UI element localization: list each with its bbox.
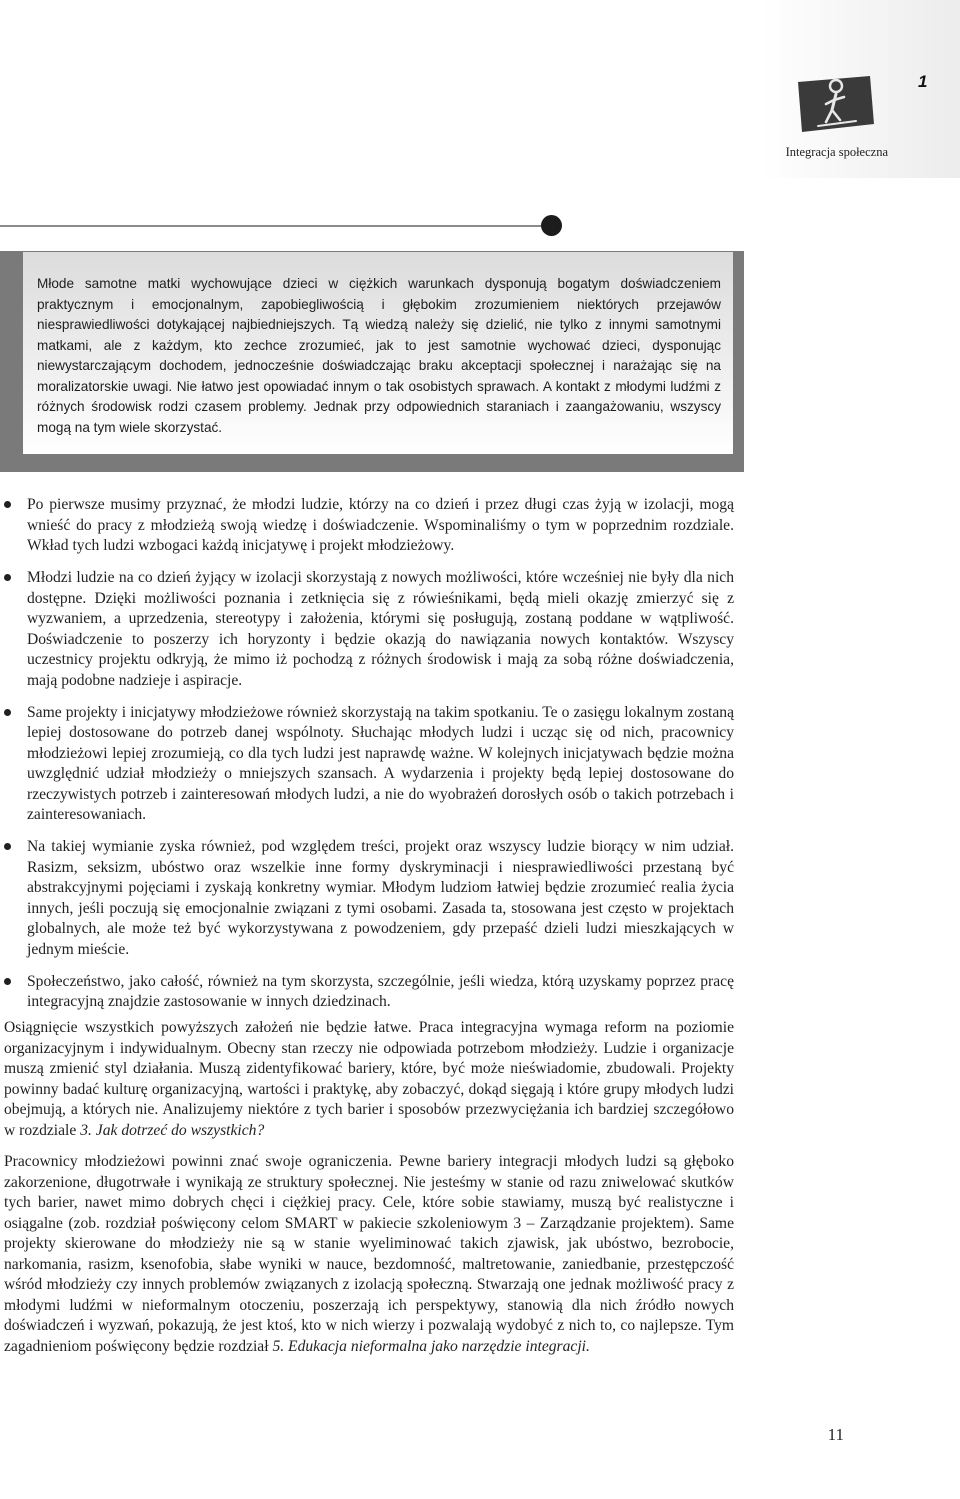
body-paragraph	[4, 1152, 734, 1357]
list-item-text: Po pierwsze musimy przyznać, że młodzi ludzie, którzy na co dzień i przez długi czas żyją w izolacji, mogą wnieść do pracy z młodzieżą swoją wiedzę i doświadczenie. Wspominaliśmy o tym w poprzednim rozdziale. Wkład tych ludzi wzbogaci każdą inicjatywę i projekt młodzieżowy.	[27, 496, 734, 554]
chapter-number: 1	[918, 72, 928, 91]
list-item	[4, 568, 734, 691]
paragraph-text: Osiągnięcie wszystkich powyższych założeń nie będzie łatwe. Praca integracyjna wymaga reform na poziomie organizacyjnym i indywidualnym. Obecny stan rzeczy nie odpowiada potrzebom młodzieży. Ludzie i organizacje muszą zmienić styl działania. Muszą zidentyfikować bariery, które, być może nieświadomie, zbudowali. Projekty powinny badać kulturę organizacyjną, wartości i praktykę, aby zobaczyć, dokąd sięgają i które grupy młodych ludzi obejmują, a których nie. Analizujemy niektóre z tych barier i sposobów przezwyciężania ich bardziej szczegółowo w rozdziale	[4, 1019, 734, 1139]
chapter-reference: 5. Edukacja nieformalna jako narzędzie integracji.	[272, 1337, 590, 1355]
list-item-text: Same projekty i inicjatywy młodzieżowe również skorzystają na takim spotkaniu. Te o zasięgu lokalnym zostaną lepiej dostosowane do potrzeb danej wspólnoty. Słuchając młodych ludzi i ucząc się od nich, pracownicy młodzieżowi lepiej zrozumieją, co dla tych ludzi jest naprawdę ważne. W kolejnych inicjatywach będzie można uwzględnić udział młodzieży o mniejszych szansach. A wydarzenia i projekty będą lepiej dostosowane do rzeczywistych potrzeb i zainteresowań młodych ludzi, a nie do wyobrażeń dorosłych osób o takich potrzebach i zainteresowaniach.	[27, 703, 734, 823]
list-item-text: Na takiej wymianie zyska również, pod względem treści, projekt oraz wszyscy ludzie biorący w nim udział. Rasizm, seksizm, ubóstwo oraz wszelkie inne formy dyskryminacji i niesprawiedliwości przestaną być abstrakcyjnymi pojęciami i zyskają konkretny wymiar. Młodym ludziom łatwiej będzie zrozumieć realia życia innych, jeśli poczują się emocjonalnie związani z tymi osobami. Zasada ta, stosowana jest często w projektach globalnych, ale może też być wykorzystywana z powodzeniem, gdy przepaść dzieli ludzi mieszkających w jednym mieście.	[27, 838, 734, 958]
body-paragraph	[4, 1018, 734, 1141]
bullet-icon	[4, 709, 11, 716]
benefits-list	[4, 495, 734, 1024]
bullet-icon	[4, 574, 11, 581]
divider-line	[0, 225, 548, 227]
divider-dot-icon	[541, 215, 562, 236]
bullet-icon	[4, 978, 11, 985]
list-item	[4, 837, 734, 960]
list-item-text: Społeczeństwo, jako całość, również na tym skorzysta, szczególnie, jeśli wiedza, którą uzyskamy poprzez pracę integracyjną znajdzie zastosowanie w innych dziedzinach.	[27, 972, 734, 1010]
list-item	[4, 972, 734, 1013]
bullet-icon	[4, 501, 11, 508]
bullet-icon	[4, 843, 11, 850]
list-item	[4, 495, 734, 557]
person-at-wall-logo-icon	[796, 74, 876, 134]
list-item-text: Młodzi ludzie na co dzień żyjący w izolacji skorzystają z nowych możliwości, które wcześniej nie były dla nich dostępne. Dzięki możliwości poznania i zetknięcia się z rówieśnikami, będą mieli okazję zmierzyć się z wyzwaniem, a uprzedzenia, stereotypy i założenia, którymi się posługują, zostaną poddane w wątpliwość. Doświadczenie to poszerzy ich horyzonty i będzie okazją do nawiązania nowych kontaktów. Wszyscy uczestnicy projektu odkryją, że mimo iż pochodzą z różnych środowisk i mają za sobą różne doświadczenia, mają podobne nadzieje i aspiracje.	[27, 569, 734, 689]
page-number: 11	[827, 1425, 844, 1444]
section-label: Integracja społeczna	[785, 145, 888, 159]
intro-box-text: Młode samotne matki wychowujące dzieci w ciężkich warunkach dysponują bogatym doświadczeniem praktycznym i emocjonalnym, zapobiegliwością i głębokim zrozumieniem niektórych przejawów niesprawiedliwości dotykającej najbiedniejszych. Tą wiedzą należy się dzielić, nie tylko z innymi samotnymi matkami, ale z każdym, kto zechce zrozumieć, jak to jest samotnie wychować dzieci, dysponując niewystarczającym dochodem, jednocześnie doświadczając braku akceptacji społecznej i narażając się na moralizatorskie uwagi. Nie łatwo jest opowiadać innym o tak osobistych sprawach. A kontakt z młodymi ludźmi z różnych środowisk rodzi czasem problemy. Jednak przy odpowiednich staraniach i zaangażowaniu, wszyscy mogą na tym wiele skorzystać.	[37, 276, 721, 435]
chapter-reference: 3. Jak dotrzeć do wszystkich?	[80, 1121, 265, 1139]
list-item	[4, 703, 734, 826]
paragraph-text: Pracownicy młodzieżowi powinni znać swoje ograniczenia. Pewne bariery integracji młodych ludzi są głęboko zakorzenione, długotrwałe i wynikają ze struktury społecznej. Nie jesteśmy w stanie od razu zniwelować skutków tych barier, nawet mimo dobrych chęci i ciężkiej pracy. Cele, które sobie stawiamy, muszą być realistyczne i osiągalne (zob. rozdział poświęcony celom SMART w pakiecie szkoleniowym 3 – Zarządzanie projektem). Same projekty skierowane do młodzieży nie są w stanie wyeliminować takich zjawisk, jak ubóstwo, bezrobocie, narkomania, rasizm, ksenofobia, słabe wyniki w nauce, bezdomność, maltretowanie, zaniedbanie, przestępczość wśród młodzieży czy innych problemów związanych z izolacją społeczną. Stwarzają one jednak możliwość pracy z młodymi ludźmi w nieformalnym otoczeniu, poszerzają ich perspektywy, stanowią dla nich źródło nowych doświadczeń i wyzwań, pokazują, że jest ktoś, kto w nich wierzy i pozwalają wydobyć z nich to, co najlepsze. Tym zagadnieniom poświęcony będzie rozdział	[4, 1153, 734, 1355]
